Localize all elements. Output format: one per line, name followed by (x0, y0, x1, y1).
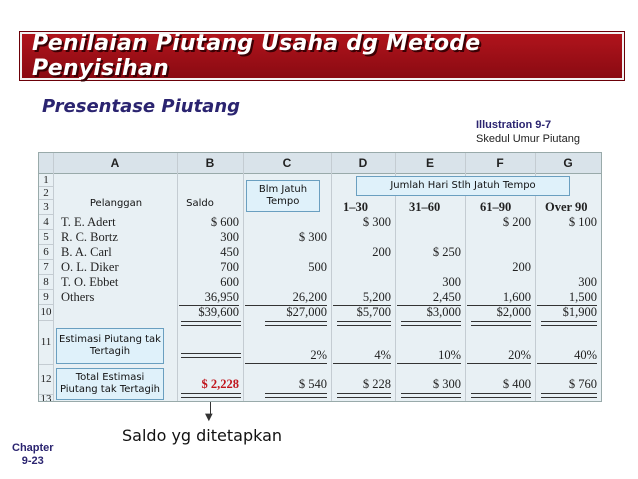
balance-cell: $ 600 (210, 215, 239, 229)
illustration-caption: Skedul Umur Piutang (476, 133, 580, 145)
total-age: $2,000 (496, 305, 531, 319)
age-cell: $ 200 (502, 215, 531, 229)
percentage-cell: 10% (397, 348, 461, 364)
total-estimasi-callout: Total Estimasi Piutang tak Tertagih (56, 368, 164, 400)
double-underline (181, 353, 241, 358)
age-cell: 300 (578, 275, 597, 289)
blm-jatuh-tempo-callout: Blm Jatuh Tempo (246, 180, 320, 212)
balance-cell: 600 (220, 275, 239, 289)
double-underline (265, 321, 327, 326)
row-number: 10 (39, 304, 53, 321)
not-due-cell: $ 300 (298, 230, 327, 244)
estimasi-piutang-callout: Estimasi Piutang tak Tertagih (56, 328, 164, 364)
page-title: Penilaian Piutang Usaha dg Metode Penyisihan (32, 31, 481, 81)
total-age: $5,700 (356, 305, 391, 319)
estimate-cell: $ 228 (362, 377, 391, 391)
customer-name: T. O. Ebbet (61, 275, 119, 289)
estimate-cell: $ 300 (432, 377, 461, 391)
estimate-cell: $ 540 (298, 377, 327, 391)
age-cell: $ 250 (432, 245, 461, 259)
not-due-cell: 26,200 (245, 290, 327, 306)
row-number: 3 (39, 199, 53, 215)
grid-line (177, 153, 178, 401)
customer-name: T. E. Adert (61, 215, 116, 229)
column-header-e: E (395, 153, 465, 174)
saldo-ditetapkan-note: Saldo yg ditetapkan (122, 426, 283, 445)
arrow-down-icon: ▼ (205, 412, 213, 423)
subtitle: Presentase Piutang (42, 96, 241, 117)
row-number: 11 (39, 320, 53, 365)
age-cell: 5,200 (333, 290, 391, 306)
column-header-b: B (177, 153, 243, 174)
double-underline (471, 393, 531, 398)
saldo-label: Saldo (186, 198, 214, 209)
row-number: 2 (39, 186, 53, 200)
chapter-label (12, 442, 54, 468)
age-cell: 2,450 (397, 290, 461, 306)
customer-name: Others (61, 290, 95, 304)
age-cell: $ 300 (362, 215, 391, 229)
column-header-d: D (331, 153, 395, 174)
chapter-word: Chapter (12, 442, 54, 454)
balance-cell: 450 (220, 245, 239, 259)
percentage-cell: 4% (333, 348, 391, 364)
age-cell: $ 100 (568, 215, 597, 229)
not-due-cell: 500 (308, 260, 327, 274)
total-estimate: $ 2,228 (201, 377, 239, 391)
age-header-61-90: 61–90 (480, 200, 512, 214)
double-underline (337, 321, 391, 326)
double-underline (181, 321, 241, 326)
estimate-cell: $ 400 (502, 377, 531, 391)
illustration-number: Illustration 9-7 (476, 119, 552, 131)
double-underline (541, 321, 597, 326)
row-number: 12 (39, 364, 53, 395)
row-number: 8 (39, 274, 53, 290)
total-balance: $39,600 (198, 305, 239, 319)
balance-cell: 700 (220, 260, 239, 274)
age-cell: 200 (372, 245, 391, 259)
percentage-cell: 40% (537, 348, 597, 364)
column-header-a: A (53, 153, 177, 174)
grid-line (53, 153, 54, 401)
double-underline (471, 321, 531, 326)
age-cell: 1,600 (467, 290, 531, 306)
row-number: 13 (39, 394, 53, 402)
balance-cell: 36,950 (179, 290, 239, 306)
age-cell: 200 (512, 260, 531, 274)
percentage-cell: 2% (245, 348, 327, 364)
row-number: 7 (39, 259, 53, 275)
total-age: $1,900 (562, 305, 597, 319)
double-underline (401, 321, 461, 326)
chapter-number: 9-23 (21, 455, 44, 467)
double-underline (401, 393, 461, 398)
percentage-cell: 20% (467, 348, 531, 364)
title-banner (20, 32, 624, 80)
column-header-g: G (535, 153, 601, 174)
age-cell: 300 (442, 275, 461, 289)
double-underline (337, 393, 391, 398)
estimate-cell: $ 760 (568, 377, 597, 391)
double-underline (541, 393, 597, 398)
column-header-f: F (465, 153, 535, 174)
customer-name: R. C. Bortz (61, 230, 118, 244)
balance-cell: 300 (220, 230, 239, 244)
age-cell: 1,500 (537, 290, 597, 306)
pelanggan-label: Pelanggan (89, 198, 143, 209)
double-underline (265, 393, 327, 398)
row-number: 9 (39, 289, 53, 305)
age-header-31-60: 31–60 (409, 200, 441, 214)
age-header-over-90: Over 90 (545, 200, 588, 214)
age-header-1-30: 1–30 (343, 200, 368, 214)
row-number: 5 (39, 229, 53, 245)
total-age: $3,000 (426, 305, 461, 319)
double-underline (181, 393, 241, 398)
grid-line (331, 153, 332, 401)
grid-line (243, 153, 244, 401)
row-number: 4 (39, 214, 53, 230)
illustration-label (476, 118, 580, 146)
row-number: 6 (39, 244, 53, 260)
customer-name: B. A. Carl (61, 245, 112, 259)
row-number: 1 (39, 173, 53, 187)
corner-cell (39, 153, 53, 174)
column-header-c: C (243, 153, 331, 174)
customer-name: O. L. Diker (61, 260, 119, 274)
total-not-due: $27,000 (286, 305, 327, 319)
jumlah-hari-callout: Jumlah Hari Stlh Jatuh Tempo (356, 176, 570, 196)
